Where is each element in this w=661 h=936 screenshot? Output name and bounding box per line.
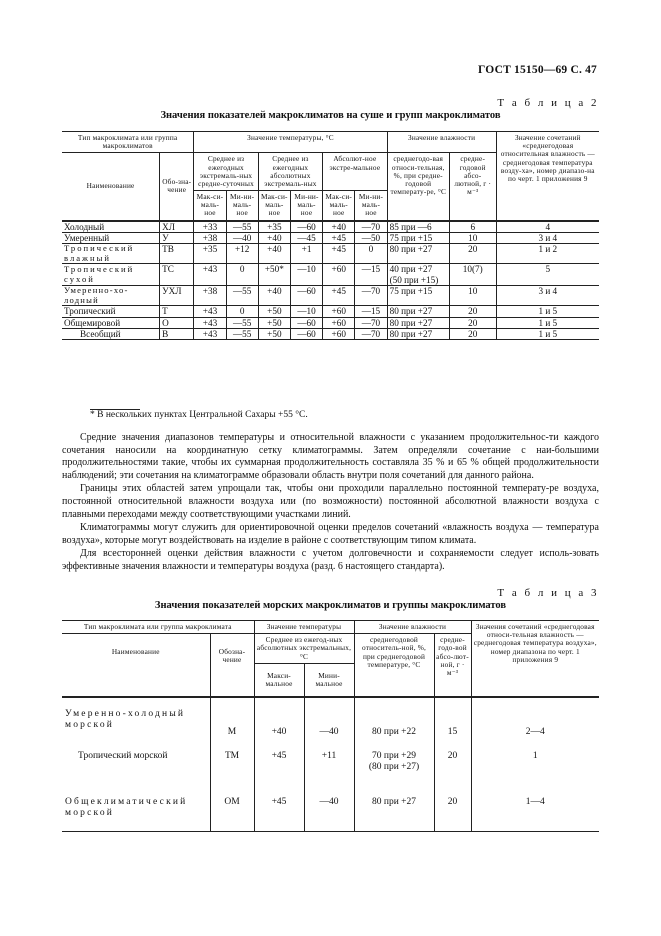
table-row — [62, 285, 599, 305]
cell: +12 — [226, 244, 258, 264]
row-code: Т — [160, 306, 194, 317]
row-name: Тропический сухой — [62, 264, 160, 286]
t3-header-abs-hum: средне-годо-вой абсо-лют-ной, г · м⁻³ — [434, 634, 471, 698]
table2 — [62, 131, 599, 340]
t2-header-max-2: Мак-си-маль-ное — [258, 191, 290, 221]
table-row — [62, 317, 599, 328]
body-text — [62, 432, 599, 574]
cell-combo: 2—4 — [471, 697, 599, 741]
t2-header-rel-hum: среднегодо-вая относи-тельная, %, при средне-годовой температу-ре, °С — [387, 153, 449, 221]
t3-header-avg: Среднее из ежегод-ных абсолютных экстремальных, °С — [254, 634, 354, 664]
cell: +45 — [323, 285, 355, 305]
cell-abs-hum: 20 — [434, 785, 471, 831]
t2-header-min-1: Ми-ни-маль-ное — [226, 191, 258, 221]
rel-hum-alt: (80 при +27) — [368, 761, 420, 772]
cell-rel-hum: 80 при +27 — [387, 328, 449, 339]
cell: +40 — [258, 232, 290, 243]
cell: —55 — [226, 317, 258, 328]
t2-header-avg-abs-extreme: Среднее из ежегодных абсолютных экстремаль-ных — [258, 153, 322, 191]
cell: +38 — [194, 232, 226, 243]
table-row — [62, 232, 599, 243]
row-name: Общемировой — [62, 317, 160, 328]
cell-combo: 1 и 2 — [496, 244, 599, 264]
cell: —45 — [290, 232, 322, 243]
t2-header-avg-extreme: Среднее из ежегодных экстремаль-ных средне-суточных — [194, 153, 258, 191]
cell-abs-hum: 10 — [449, 285, 496, 305]
cell-rel-hum: 80 при +22 — [354, 697, 434, 741]
cell-rel-hum: 85 при —6 — [387, 221, 449, 233]
row-name: Умеренный — [62, 232, 160, 243]
row-code: ОМ — [210, 785, 254, 831]
t3-header-code: Обозна-чение — [210, 634, 254, 698]
t2-header-type: Тип макроклимата или группа макроклиматов — [62, 132, 194, 153]
cell-combo: 1 — [471, 741, 599, 785]
cell: +1 — [290, 244, 322, 264]
table-row — [62, 741, 599, 785]
cell: —40 — [226, 232, 258, 243]
table3-title: Значения показателей морских макроклиматов и группы макроклиматов — [154, 600, 507, 611]
cell: —70 — [355, 285, 387, 305]
cell: —55 — [226, 328, 258, 339]
cell-min: +11 — [304, 741, 354, 785]
cell-abs-hum: 6 — [449, 221, 496, 233]
cell-max: +45 — [254, 741, 304, 785]
cell: —55 — [226, 285, 258, 305]
t3-header-max: Макси-мальное — [254, 663, 304, 697]
t2-header-max-3: Мак-си-маль-ное — [323, 191, 355, 221]
paragraph: Для всесторонней оценки действия влажности с учетом долговечности и сохраняемости следует исполь-зовать эффективные значения влажности и температуры воздуха (разд. 6 настоящего стандарта). — [62, 548, 599, 572]
row-name: Тропический — [62, 306, 160, 317]
row-code: О — [160, 317, 194, 328]
cell: +45 — [323, 244, 355, 264]
cell: +33 — [194, 221, 226, 233]
cell: —15 — [355, 264, 387, 286]
cell-rel-hum: 75 при +15 — [387, 232, 449, 243]
cell-rel-hum: 80 при +27 — [387, 317, 449, 328]
cell: +50 — [258, 306, 290, 317]
cell-abs-hum: 15 — [434, 697, 471, 741]
cell: +40 — [323, 221, 355, 233]
t3-header-temp: Значение температуры — [254, 621, 354, 634]
row-name-text: Общеклиматический морской — [65, 797, 188, 818]
page-header: ГОСТ 15150—69 С. 47 — [478, 64, 597, 76]
t2-header-min-2: Ми-ни-маль-ное — [290, 191, 322, 221]
paragraph: Границы этих областей затем упрощали так, чтобы они проходили параллельно постоянной температу-ре воздуха, постоянной относительной влажности воздуха или (по возможности) постоянной абсолютной влажности воздуха с плавными переходами между соответствующими участками линий. — [62, 483, 599, 520]
cell-combo: 5 — [496, 264, 599, 286]
cell-combo: 1—4 — [471, 785, 599, 831]
cell-rel-hum: 80 при +27 — [354, 785, 434, 831]
t3-header-combo: Значения сочетаний «среднегодовая относи-тельная влажность — среднегодовая температура воздуха», номер диапазона по черт. 1 приложения 9 — [471, 621, 599, 698]
cell: +60 — [323, 317, 355, 328]
cell-rel-hum: 80 при +27 — [387, 306, 449, 317]
cell: +50 — [258, 317, 290, 328]
cell: —50 — [355, 232, 387, 243]
cell: 0 — [226, 306, 258, 317]
cell-abs-hum: 20 — [434, 741, 471, 785]
cell: —60 — [290, 328, 322, 339]
t2-header-humidity: Значение влажности — [387, 132, 496, 153]
row-code: М — [210, 697, 254, 741]
t3-header-humidity: Значение влажности — [354, 621, 471, 634]
t2-header-abs-hum: средне-годовой абсо-лютной, г · м⁻³ — [449, 153, 496, 221]
cell-rel-hum — [354, 741, 434, 785]
cell: —10 — [290, 306, 322, 317]
cell-min: —40 — [304, 697, 354, 741]
row-code: ХЛ — [160, 221, 194, 233]
cell: +40 — [258, 244, 290, 264]
cell: +60 — [323, 328, 355, 339]
cell: +43 — [194, 328, 226, 339]
t3-header-name: Наименование — [62, 634, 210, 698]
cell-min: —40 — [304, 785, 354, 831]
cell-abs-hum: 20 — [449, 306, 496, 317]
row-code: ТС — [160, 264, 194, 286]
cell: —55 — [226, 221, 258, 233]
table-row — [62, 244, 599, 264]
cell-abs-hum: 10(7) — [449, 264, 496, 286]
cell-combo: 1 и 5 — [496, 317, 599, 328]
cell: +50 — [258, 328, 290, 339]
row-code: ТВ — [160, 244, 194, 264]
table2-number: Т а б л и ц а 2 — [497, 97, 599, 109]
cell: +45 — [323, 232, 355, 243]
cell: —70 — [355, 328, 387, 339]
table-row — [62, 221, 599, 233]
cell: +38 — [194, 285, 226, 305]
cell-max: +40 — [254, 697, 304, 741]
t3-header-type: Тип макроклимата или группа макроклимата — [62, 621, 254, 634]
cell: +60 — [323, 306, 355, 317]
t3-header-rel-hum: среднегодовой относитель-ной, %, при среднегодовой температуре, °С — [354, 634, 434, 698]
table-row — [62, 697, 599, 741]
rel-hum-alt: (50 при +15) — [389, 274, 439, 285]
t2-header-temp: Значение температуры, °С — [194, 132, 387, 153]
cell-rel-hum: 75 при +15 — [387, 285, 449, 305]
table-row — [62, 306, 599, 317]
table-row — [62, 328, 599, 339]
row-name-text: Умеренно-холодный морской — [65, 709, 186, 730]
row-code: В — [160, 328, 194, 339]
cell: 0 — [355, 244, 387, 264]
t2-header-abs-extreme: Абсолют-ное экстре-мальное — [323, 153, 387, 191]
table2-title: Значения показателей макроклиматов на суше и групп макроклиматов — [160, 110, 501, 121]
cell-combo: 1 и 5 — [496, 328, 599, 339]
cell-abs-hum: 10 — [449, 232, 496, 243]
t2-header-combo: Значение сочетаний «среднегодовая относительная влажность — среднегодовая температура возду-ха», номер диапазо-на по черт. 1 приложения 9 — [496, 132, 599, 221]
cell: +43 — [194, 317, 226, 328]
cell-combo: 3 и 4 — [496, 232, 599, 243]
cell: —60 — [290, 221, 322, 233]
t3-header-min: Мини-мальное — [304, 663, 354, 697]
cell-rel-hum: 80 при +27 — [387, 244, 449, 264]
cell-combo: 1 и 5 — [496, 306, 599, 317]
row-name: Тропический влажный — [62, 244, 160, 264]
table3-number: Т а б л и ц а 3 — [497, 587, 599, 599]
table-row — [62, 785, 599, 831]
rel-hum-main: 40 при +27 — [389, 264, 433, 275]
rel-hum-main: 70 при +29 — [372, 751, 417, 762]
cell: +43 — [194, 264, 226, 286]
cell: +35 — [194, 244, 226, 264]
cell-combo: 4 — [496, 221, 599, 233]
t2-header-name: Наименование — [62, 153, 160, 221]
cell: +50* — [258, 264, 290, 286]
table3 — [62, 620, 599, 832]
row-name: Тропический морской — [62, 741, 210, 785]
cell-rel-hum — [387, 264, 449, 286]
row-name: Всеобщий — [62, 328, 160, 339]
row-name: Холодный — [62, 221, 160, 233]
row-code: ТМ — [210, 741, 254, 785]
cell: 0 — [226, 264, 258, 286]
cell: —70 — [355, 317, 387, 328]
cell: —10 — [290, 264, 322, 286]
cell: —60 — [290, 285, 322, 305]
cell-combo: 3 и 4 — [496, 285, 599, 305]
paragraph: Климатограммы могут служить для ориентировочной оценки пределов сочетаний «влажность воздуха — температура воздуха», которые могут воздействовать на изделие в районе с соответствующим типом климата. — [62, 522, 599, 546]
cell: +35 — [258, 221, 290, 233]
t2-header-max-1: Мак-си-маль-ное — [194, 191, 226, 221]
paragraph: Средние значения диапазонов температуры и относительной влажности с указанием продолжительнос-ти каждого сочетания наносили на координатную сетку климатограммы. Затем определяли сочетание с наи-большими продолжительностями такие, чтобы их суммарная продолжительность составляла 35 % и 65 % общей продолжительности наблюдений; эти сочетания на климатограмме образовали область внутри поля сочетаний для данного района. — [62, 432, 599, 481]
cell-max: +45 — [254, 785, 304, 831]
cell-abs-hum: 20 — [449, 328, 496, 339]
cell: +60 — [323, 264, 355, 286]
row-name — [62, 697, 210, 741]
row-name: Умеренно-хо-лодный — [62, 285, 160, 305]
row-code: УХЛ — [160, 285, 194, 305]
row-code: У — [160, 232, 194, 243]
table-row — [62, 264, 599, 286]
row-name — [62, 785, 210, 831]
t2-header-min-3: Ми-ни-маль-ное — [355, 191, 387, 221]
cell: +40 — [258, 285, 290, 305]
cell: —15 — [355, 306, 387, 317]
t2-header-code: Обо-зна-чение — [160, 153, 194, 221]
table2-footnote: * В нескольких пунктах Центральной Сахары +55 °С. — [90, 410, 308, 420]
cell: +43 — [194, 306, 226, 317]
cell-abs-hum: 20 — [449, 244, 496, 264]
cell: —60 — [290, 317, 322, 328]
cell: —70 — [355, 221, 387, 233]
cell-abs-hum: 20 — [449, 317, 496, 328]
